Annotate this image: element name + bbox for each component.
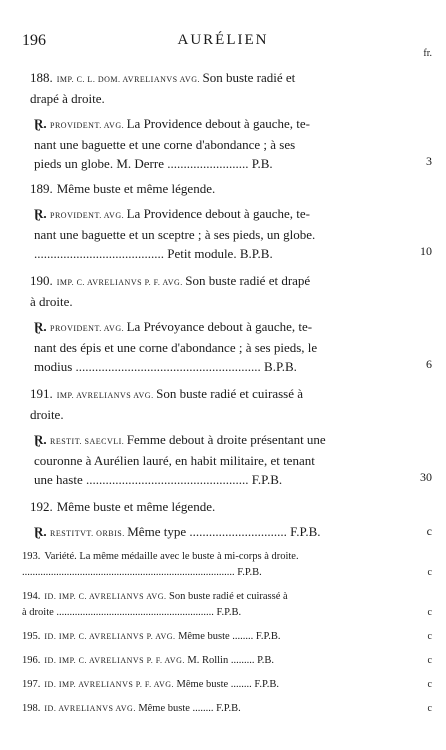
catalog-entry	[0, 271, 446, 311]
entry-text: Même buste ........ F.P.B.	[178, 631, 281, 642]
entry-line	[30, 405, 388, 424]
page-title: AURÉLIEN	[177, 32, 269, 48]
entry-text: à droite ............................................................ F.P.B.	[22, 607, 242, 618]
entry-text: La Prévoyance debout à gauche, te-	[126, 319, 313, 334]
entry-number: 189.	[30, 181, 53, 196]
entry-text: nant une baguette et une corne d'abondance ; à ses	[34, 137, 296, 152]
entry-line	[30, 89, 388, 108]
entry-text: ........................................ Petit module. B.P.B.	[34, 246, 273, 261]
entry-text: nant une baguette et un sceptre ; à ses pieds, un globe.	[34, 227, 316, 242]
entry-text: nant des épis et une corne d'abondance ; à ses pieds, le	[34, 340, 318, 355]
entry-number: 194.	[22, 591, 41, 602]
catalog-entry	[0, 629, 446, 645]
catalog-entry	[0, 497, 446, 516]
entry-text: La Providence debout à gauche, te-	[126, 116, 310, 131]
entry-number: 197.	[22, 679, 41, 690]
entry-text: Son buste radié et drapé	[185, 273, 311, 288]
rarity-value: 30	[420, 470, 432, 484]
page-number: 196	[22, 32, 46, 49]
entry-number: 188.	[30, 70, 53, 85]
entry-line	[22, 677, 388, 693]
entry-line	[34, 430, 388, 451]
entry-text: Même type .............................. F.P.B.	[127, 524, 321, 539]
rarity-value: c	[427, 703, 432, 714]
catalog-entry	[0, 204, 446, 263]
entry-number: 195.	[22, 631, 41, 642]
coin-legend: PROVIDENT. AVG.	[50, 324, 127, 333]
coin-legend: ID. IMP. AVRELIANVS P. F. AVG.	[44, 680, 177, 689]
coin-legend: ID. AVRELIANVS AVG.	[44, 704, 139, 713]
entry-line	[30, 292, 388, 311]
catalog-entry	[0, 522, 446, 543]
rarity-value: c	[426, 524, 432, 538]
entry-line	[34, 244, 388, 263]
catalog-entry	[0, 677, 446, 693]
catalog-entry	[0, 384, 446, 424]
entry-text: Femme debout à droite présentant une	[126, 432, 326, 447]
catalog-entry	[0, 653, 446, 669]
entry-text: drapé à droite.	[30, 91, 105, 106]
entry-line	[22, 605, 388, 621]
entry-line	[34, 470, 388, 489]
entry-line	[30, 68, 388, 89]
coin-legend: ID. IMP. C. AVRELIANVS AVG.	[44, 592, 169, 601]
entry-number: 193.	[22, 551, 41, 562]
entry-text: modius ......................................................... B.P.B.	[34, 359, 297, 374]
entry-number: 196.	[22, 655, 41, 666]
catalog-entry	[0, 701, 446, 717]
coin-legend: PROVIDENT. AVG.	[50, 211, 127, 220]
rarity-value: c	[427, 607, 432, 618]
catalog-entry	[0, 589, 446, 621]
entry-line	[34, 114, 388, 135]
entry-line	[22, 653, 388, 669]
rarity-value: c	[427, 679, 432, 690]
entry-line	[34, 338, 388, 357]
catalog-entry	[0, 114, 446, 173]
reverse-mark: Ɽ.	[34, 524, 47, 539]
coin-legend: IMP. C. L. DOM. AVRELIANVS AVG.	[56, 75, 203, 84]
entry-text: Son buste radié et cuirassé à	[156, 386, 304, 401]
catalog-entry	[0, 430, 446, 489]
reverse-mark: Ɽ.	[34, 206, 47, 221]
entry-text: Variété. La même médaille avec le buste à mi-corps à droite.	[44, 551, 299, 562]
coin-legend: ID. IMP. C. AVRELIANVS P. AVG.	[44, 632, 179, 641]
entry-text: couronne à Aurélien lauré, en habit militaire, et tenant	[34, 453, 315, 468]
catalog-entry	[0, 179, 446, 198]
entry-number: 190.	[30, 273, 53, 288]
entry-line	[34, 451, 388, 470]
entry-text: pieds un globe. M. Derre ......................... P.B.	[34, 156, 273, 171]
entry-line	[22, 549, 388, 565]
coin-legend: PROVIDENT. AVG.	[50, 121, 127, 130]
entry-line	[34, 317, 388, 338]
entry-text: Son buste radié et cuirassé à	[169, 591, 288, 602]
entry-line	[22, 565, 388, 581]
reverse-mark: Ɽ.	[34, 116, 47, 131]
rarity-value: 10	[420, 244, 432, 258]
entry-line	[34, 522, 388, 543]
reverse-mark: Ɽ.	[34, 432, 47, 447]
entry-line	[34, 135, 388, 154]
coin-legend: RESTITVT. ORBIS.	[50, 529, 128, 538]
rarity-value: c	[427, 567, 432, 578]
entry-number: 192.	[30, 499, 53, 514]
entry-text: une haste .................................................. F.P.B.	[34, 472, 283, 487]
entry-text: M. Rollin ......... P.B.	[187, 655, 275, 666]
entry-text: ................................................................................. F.P.B.	[22, 567, 262, 578]
entry-line	[22, 629, 388, 645]
coin-legend: IMP. AVRELIANVS AVG.	[56, 391, 157, 400]
entry-line	[22, 701, 388, 717]
coin-legend: IMP. C. AVRELIANVS P. F. AVG.	[56, 278, 186, 287]
entry-text: Son buste radié et	[202, 70, 296, 85]
catalog-entry	[0, 68, 446, 108]
rarity-value: 6	[426, 357, 432, 371]
catalog-entries	[0, 62, 446, 717]
entry-line	[34, 357, 388, 376]
rarity-value: c	[427, 655, 432, 666]
entry-line	[34, 225, 388, 244]
catalog-entry	[0, 549, 446, 581]
entry-text: à droite.	[30, 294, 73, 309]
coin-legend: ID. IMP. C. AVRELIANVS P. F. AVG.	[44, 656, 188, 665]
coin-legend: RESTIT. SAECVLI.	[50, 437, 127, 446]
entry-text: La Providence debout à gauche, te-	[126, 206, 310, 221]
entry-line	[30, 497, 388, 516]
reverse-mark: Ɽ.	[34, 319, 47, 334]
entry-line	[30, 179, 388, 198]
entry-line	[34, 154, 388, 173]
entry-number: 198.	[22, 703, 41, 714]
entry-text: Même buste ........ F.P.B.	[176, 679, 279, 690]
rarity-value: c	[427, 631, 432, 642]
entry-text: Même buste ........ F.P.B.	[138, 703, 241, 714]
entry-number: 191.	[30, 386, 53, 401]
entry-text: Même buste et même légende.	[56, 181, 216, 196]
catalog-entry	[0, 317, 446, 376]
entry-text: Même buste et même légende.	[56, 499, 216, 514]
entry-line	[22, 589, 388, 605]
entry-line	[30, 271, 388, 292]
entry-line	[30, 384, 388, 405]
entry-line	[34, 204, 388, 225]
entry-text: droite.	[30, 407, 64, 422]
margin-mark: fr.	[423, 48, 432, 59]
rarity-value: 3	[426, 154, 432, 168]
